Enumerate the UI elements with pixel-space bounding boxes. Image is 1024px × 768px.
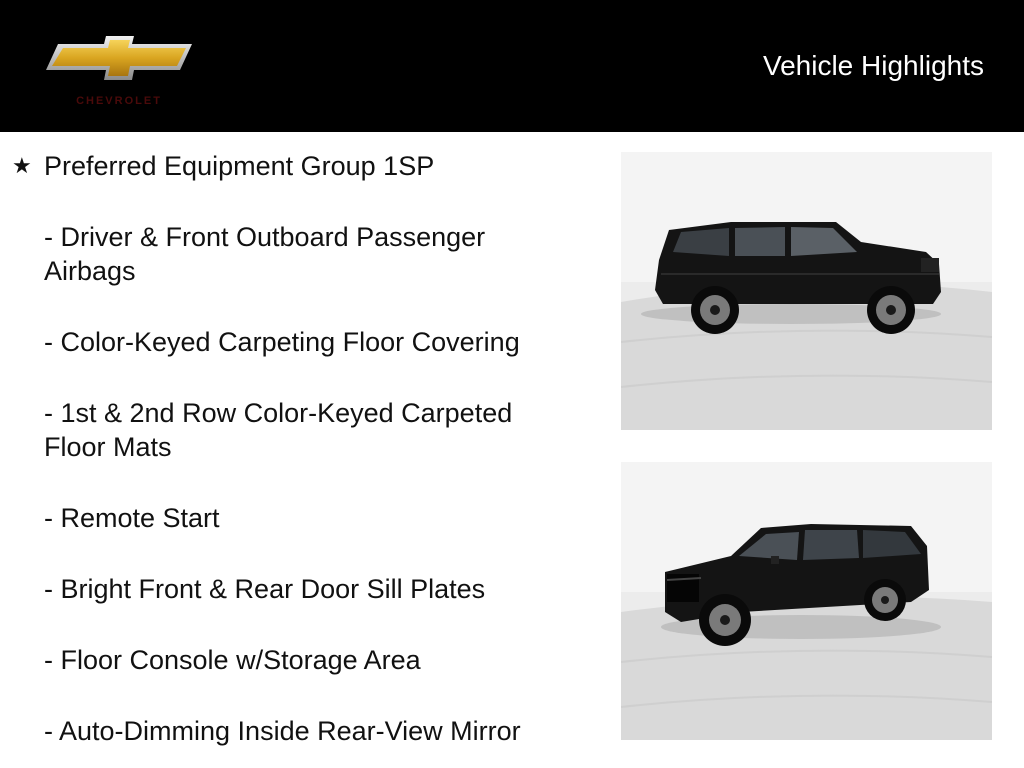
list-item: Floor Mats xyxy=(44,432,172,462)
list-item: Airbags xyxy=(44,256,136,286)
list-item: - Color-Keyed Carpeting Floor Covering xyxy=(44,327,520,357)
highlights-title: Preferred Equipment Group 1SP xyxy=(44,151,435,181)
highlights-list xyxy=(44,149,584,748)
chevrolet-logo xyxy=(44,34,194,110)
list-item: - Bright Front & Rear Door Sill Plates xyxy=(44,574,486,604)
list-item: - Floor Console w/Storage Area xyxy=(44,645,421,675)
list-item: - Remote Start xyxy=(44,503,220,533)
list-item: - 1st & 2nd Row Color-Keyed Carpeted xyxy=(44,398,513,428)
list-item: - Driver & Front Outboard Passenger xyxy=(44,222,486,252)
list-item: - Auto-Dimming Inside Rear-View Mirror xyxy=(44,716,521,746)
suv-side-view-photo xyxy=(621,152,992,430)
page-title: Vehicle Highlights xyxy=(762,50,984,81)
brand-wordmark: CHEVROLET xyxy=(76,95,162,107)
highlights-section xyxy=(0,132,600,768)
suv-front-three-quarter-photo xyxy=(621,462,992,740)
header-bar xyxy=(0,0,1024,132)
star-icon: ★ xyxy=(12,153,32,178)
